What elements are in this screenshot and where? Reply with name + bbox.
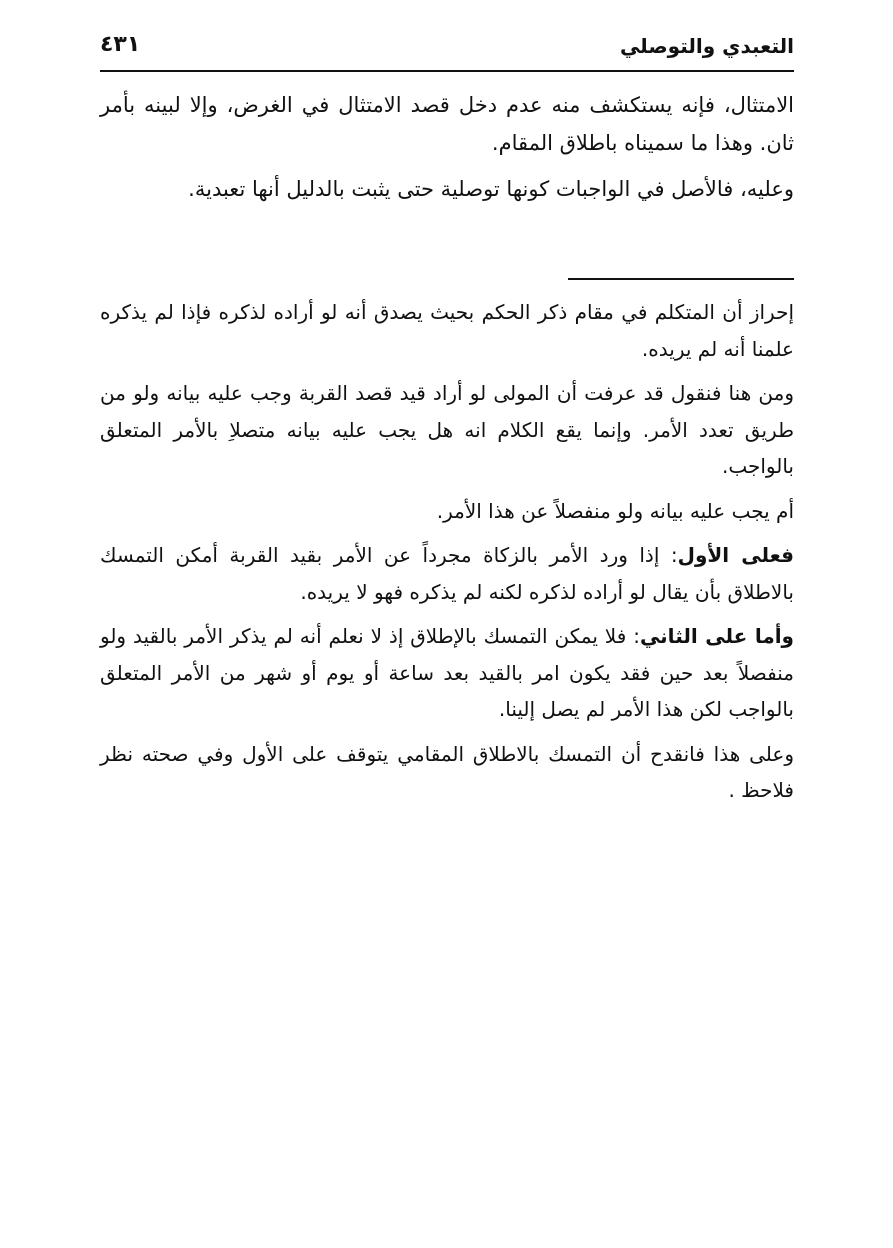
footnote-paragraph: وعلى هذا فانقدح أن التمسك بالاطلاق المقامي يتوقف على الأول وفي صحته نظر فلاحظ .	[100, 741, 794, 802]
page-number: ٤٣١	[100, 32, 141, 57]
main-paragraph: وعليه، فالأصل في الواجبات كونها توصلية حتى يثبت بالدليل أنها تعبدية.	[188, 177, 794, 201]
footnote-paragraph	[100, 537, 794, 610]
main-text	[100, 86, 794, 216]
footnote-body: : إذا ورد الأمر بالزكاة مجرداً عن الأمر بقيد القربة أمكن التمسك بالاطلاق بأن يقال لو أراده لذكره لكنه لم يذكره فهو لا يريده.	[100, 543, 794, 604]
footnote-body: : فلا يمكن التمسك بالإطلاق إذ لا نعلم أنه لم يذكر الأمر بالقيد ولو منفصلاً بعد حين فقد يكون امر بالقيد بعد ساعة أو يوم أو شهر من الأمر المتعلق بالواجب لكن هذا الأمر لم يصل إلينا.	[100, 624, 794, 721]
header-rule	[100, 70, 794, 72]
page-header	[100, 30, 794, 66]
footnote-paragraph: ومن هنا فنقول قد عرفت أن المولى لو أراد قيد قصد القربة وجب عليه بيانه ولو من طريق تعدد الأمر. وإنما يقع الكلام انه هل يجب عليه بيانه متصلاِ بالأمر المتعلق بالواجب.	[100, 381, 794, 478]
running-title: التعبدي والتوصلي	[619, 34, 794, 58]
footnote-paragraph: أم يجب عليه بيانه ولو منفصلاً عن هذا الأمر.	[436, 498, 794, 523]
footnote	[100, 294, 794, 817]
footnote-lead: فعلى الأول	[677, 543, 794, 567]
footnote-paragraph: إحراز أن المتكلم في مقام ذكر الحكم بحيث يصدق أنه لو أراده لذكره فإذا لم يذكره علمنا أنه لم يريده.	[100, 300, 794, 361]
footnote-lead: وأما على الثاني	[639, 624, 794, 648]
main-paragraph: الامتثال، فإنه يستكشف منه عدم دخل قصد الامتثال في الغرض، وإلا لبينه بأمر ثان. وهذا ما سميناه باطلاق المقام.	[100, 93, 794, 155]
footnote-separator	[568, 278, 794, 280]
footnote-paragraph	[100, 618, 794, 728]
